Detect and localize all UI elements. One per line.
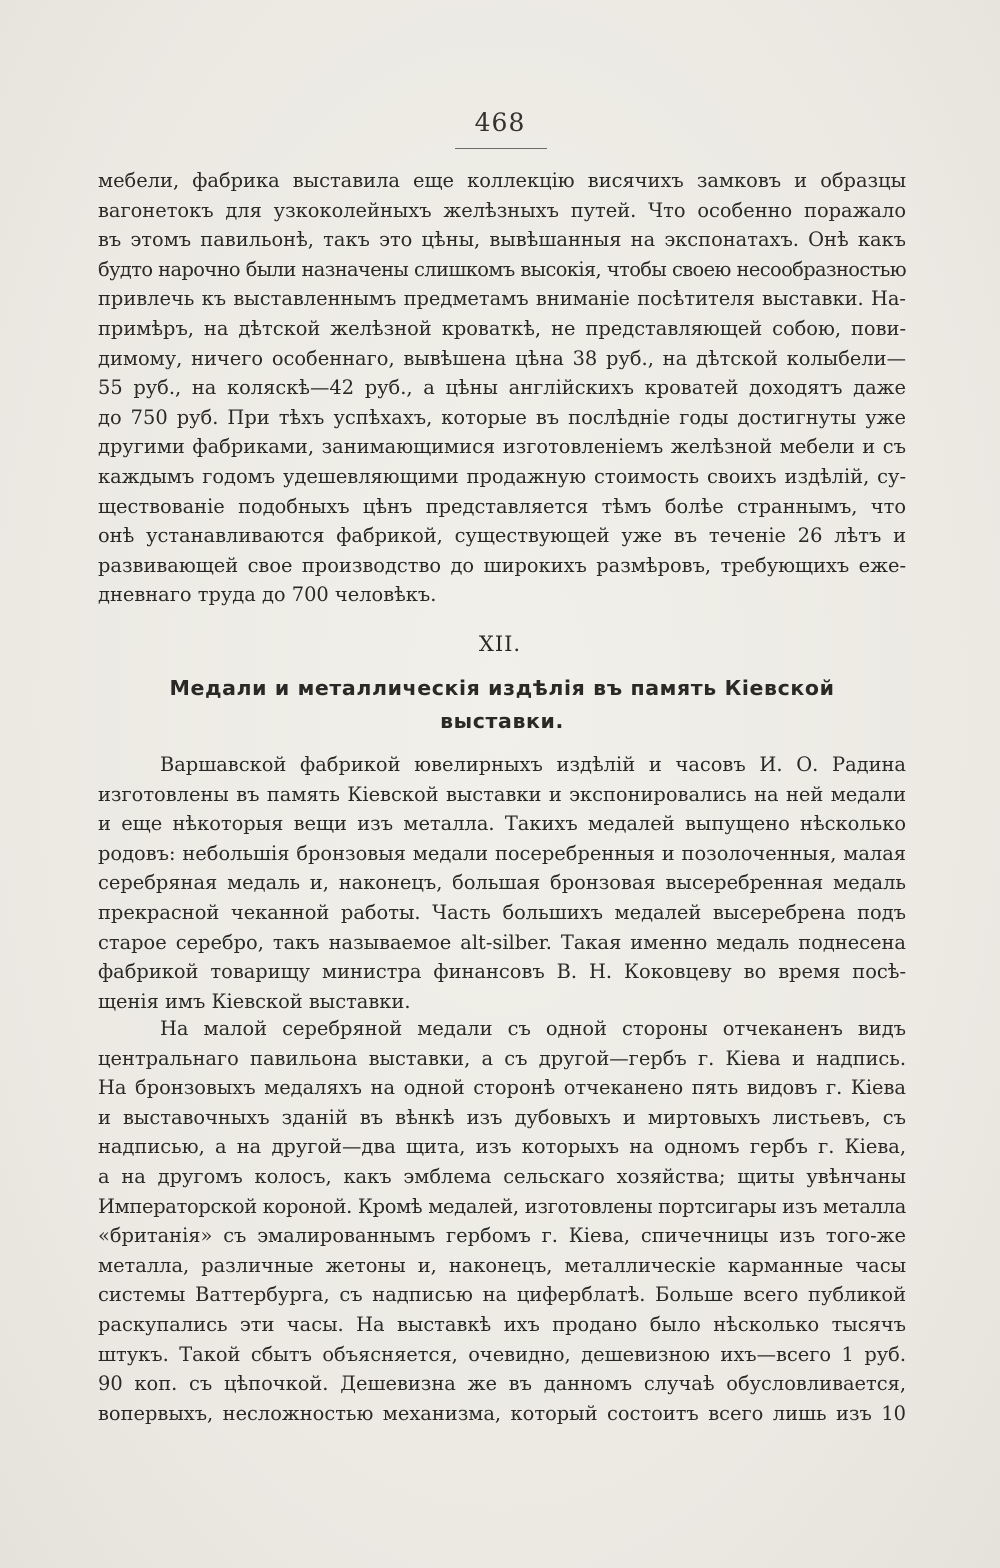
text-line: привлечь къ выставленнымъ предметамъ вниманіе посѣтителя выставки. На- (98, 287, 906, 311)
paragraph-radin-medals (98, 750, 906, 1016)
text-line: и выставочныхъ зданій въ вѣнкѣ изъ дубовыхъ и миртовыхъ листьевъ, съ (98, 1105, 906, 1129)
text-line: фабрикой товарищу министра финансовъ В. Н. Коковцеву во время посѣ- (98, 960, 906, 984)
text-line: 90 коп. съ цѣпочкой. Дешевизна же въ данномъ случаѣ обусловливается, (98, 1372, 906, 1396)
text-line: центральнаго павильона выставки, а съ другой—гербъ г. Кіева и надпись. (98, 1046, 906, 1070)
paragraph-medal-designs (98, 1014, 906, 1428)
text-line: каждымъ годомъ удешевляющими продажную стоимость своихъ издѣлій, су- (98, 464, 906, 488)
text-line: Варшавской фабрикой ювелирныхъ издѣлій и часовъ И. О. Радина (160, 753, 906, 776)
text-line: вагонетокъ для узкоколейныхъ желѣзныхъ путей. Что особенно поражало (98, 198, 906, 222)
text-line: системы Ваттербурга, съ надписью на циферблатѣ. Больше всего публикой (98, 1283, 906, 1307)
text-line: мебели, фабрика выставила еще коллекцію висячихъ замковъ и образцы (98, 169, 906, 192)
text-line: Императорской короной. Кромѣ медалей, изготовлены портсигары изъ металла (98, 1194, 906, 1218)
section-title-line: выставки. (440, 709, 564, 733)
text-line: примѣръ, на дѣтской желѣзной кроваткѣ, не представляющей собою, пови- (98, 316, 906, 340)
text-line: дневнаго труда до 700 человѣкъ. (98, 583, 437, 607)
text-line: ществованіе подобныхъ цѣнъ представляется тѣмъ болѣе страннымъ, что (98, 494, 906, 518)
text-line: въ этомъ павильонѣ, такъ это цѣны, вывѣшанныя на экспонатахъ. Онѣ какъ (98, 228, 906, 252)
section-title-line: Медали и металлическія издѣлія въ память Кіевской (169, 676, 835, 700)
text-line: раскупались эти часы. На выставкѣ ихъ продано было нѣсколько тысячъ (98, 1312, 906, 1336)
text-line: до 750 руб. При тѣхъ успѣхахъ, которые въ послѣдніе годы достигнуты уже (98, 405, 906, 429)
page-number-rule (455, 148, 547, 149)
text-line: онѣ устанавливаются фабрикой, существующей уже въ теченіе 26 лѣтъ и (98, 524, 906, 548)
text-line: вопервыхъ, несложностью механизма, который состоитъ всего лишь изъ 10 (98, 1401, 906, 1425)
text-line: щенія имъ Кіевской выставки. (98, 989, 411, 1013)
paragraph-furniture-prices (98, 166, 906, 610)
text-line: «британія» съ эмалированнымъ гербомъ г. Кіева, спичечницы изъ того-же (98, 1224, 906, 1248)
text-line: штукъ. Такой сбытъ объясняется, очевидно, дешевизною ихъ—всего 1 руб. (98, 1342, 906, 1366)
text-line: а на другомъ колосъ, какъ эмблема сельскаго хозяйства; щиты увѣнчаны (98, 1164, 906, 1188)
text-line: родовъ: небольшія бронзовыя медали посеребренныя и позолоченныя, малая (98, 841, 906, 865)
text-line: изготовлены въ память Кіевской выставки и экспонировались на ней медали (98, 782, 906, 806)
text-line: димому, ничего особеннаго, вывѣшена цѣна 38 руб., на дѣтской колыбели— (98, 346, 906, 370)
text-line: серебряная медаль и, наконецъ, большая бронзовая высеребренная медаль (98, 871, 906, 895)
text-line: другими фабриками, занимающимися изготовленіемъ желѣзной мебели и съ (98, 435, 906, 459)
page-number: 468 (474, 108, 526, 137)
text-line: старое серебро, такъ называемое alt-silber. Такая именно медаль поднесена (98, 930, 906, 954)
text-line: На бронзовыхъ медаляхъ на одной сторонѣ отчеканено пять видовъ г. Кіева (98, 1076, 906, 1100)
section-number: XII. (478, 632, 522, 656)
text-line: прекрасной чеканной работы. Часть большихъ медалей высеребрена подъ (98, 900, 906, 924)
text-line: металла, различные жетоны и, наконецъ, металлическіе карманные часы (98, 1253, 906, 1277)
text-line: и еще нѣкоторыя вещи изъ металла. Такихъ медалей выпущено нѣсколько (98, 812, 906, 836)
text-line: На малой серебряной медали съ одной стороны отчеканенъ видъ (160, 1017, 906, 1040)
text-line: 55 руб., на коляскѣ—42 руб., а цѣны англійскихъ кроватей доходятъ даже (98, 376, 906, 400)
text-line: развивающей свое производство до широкихъ размѣровъ, требующихъ еже- (98, 553, 906, 577)
text-line: надписью, а на другой—два щита, изъ которыхъ на одномъ гербъ г. Кіева, (98, 1135, 906, 1159)
section-title (98, 672, 906, 738)
text-line: будто нарочно были назначены слишкомъ высокія, чтобы своею несообразностью (98, 257, 906, 281)
